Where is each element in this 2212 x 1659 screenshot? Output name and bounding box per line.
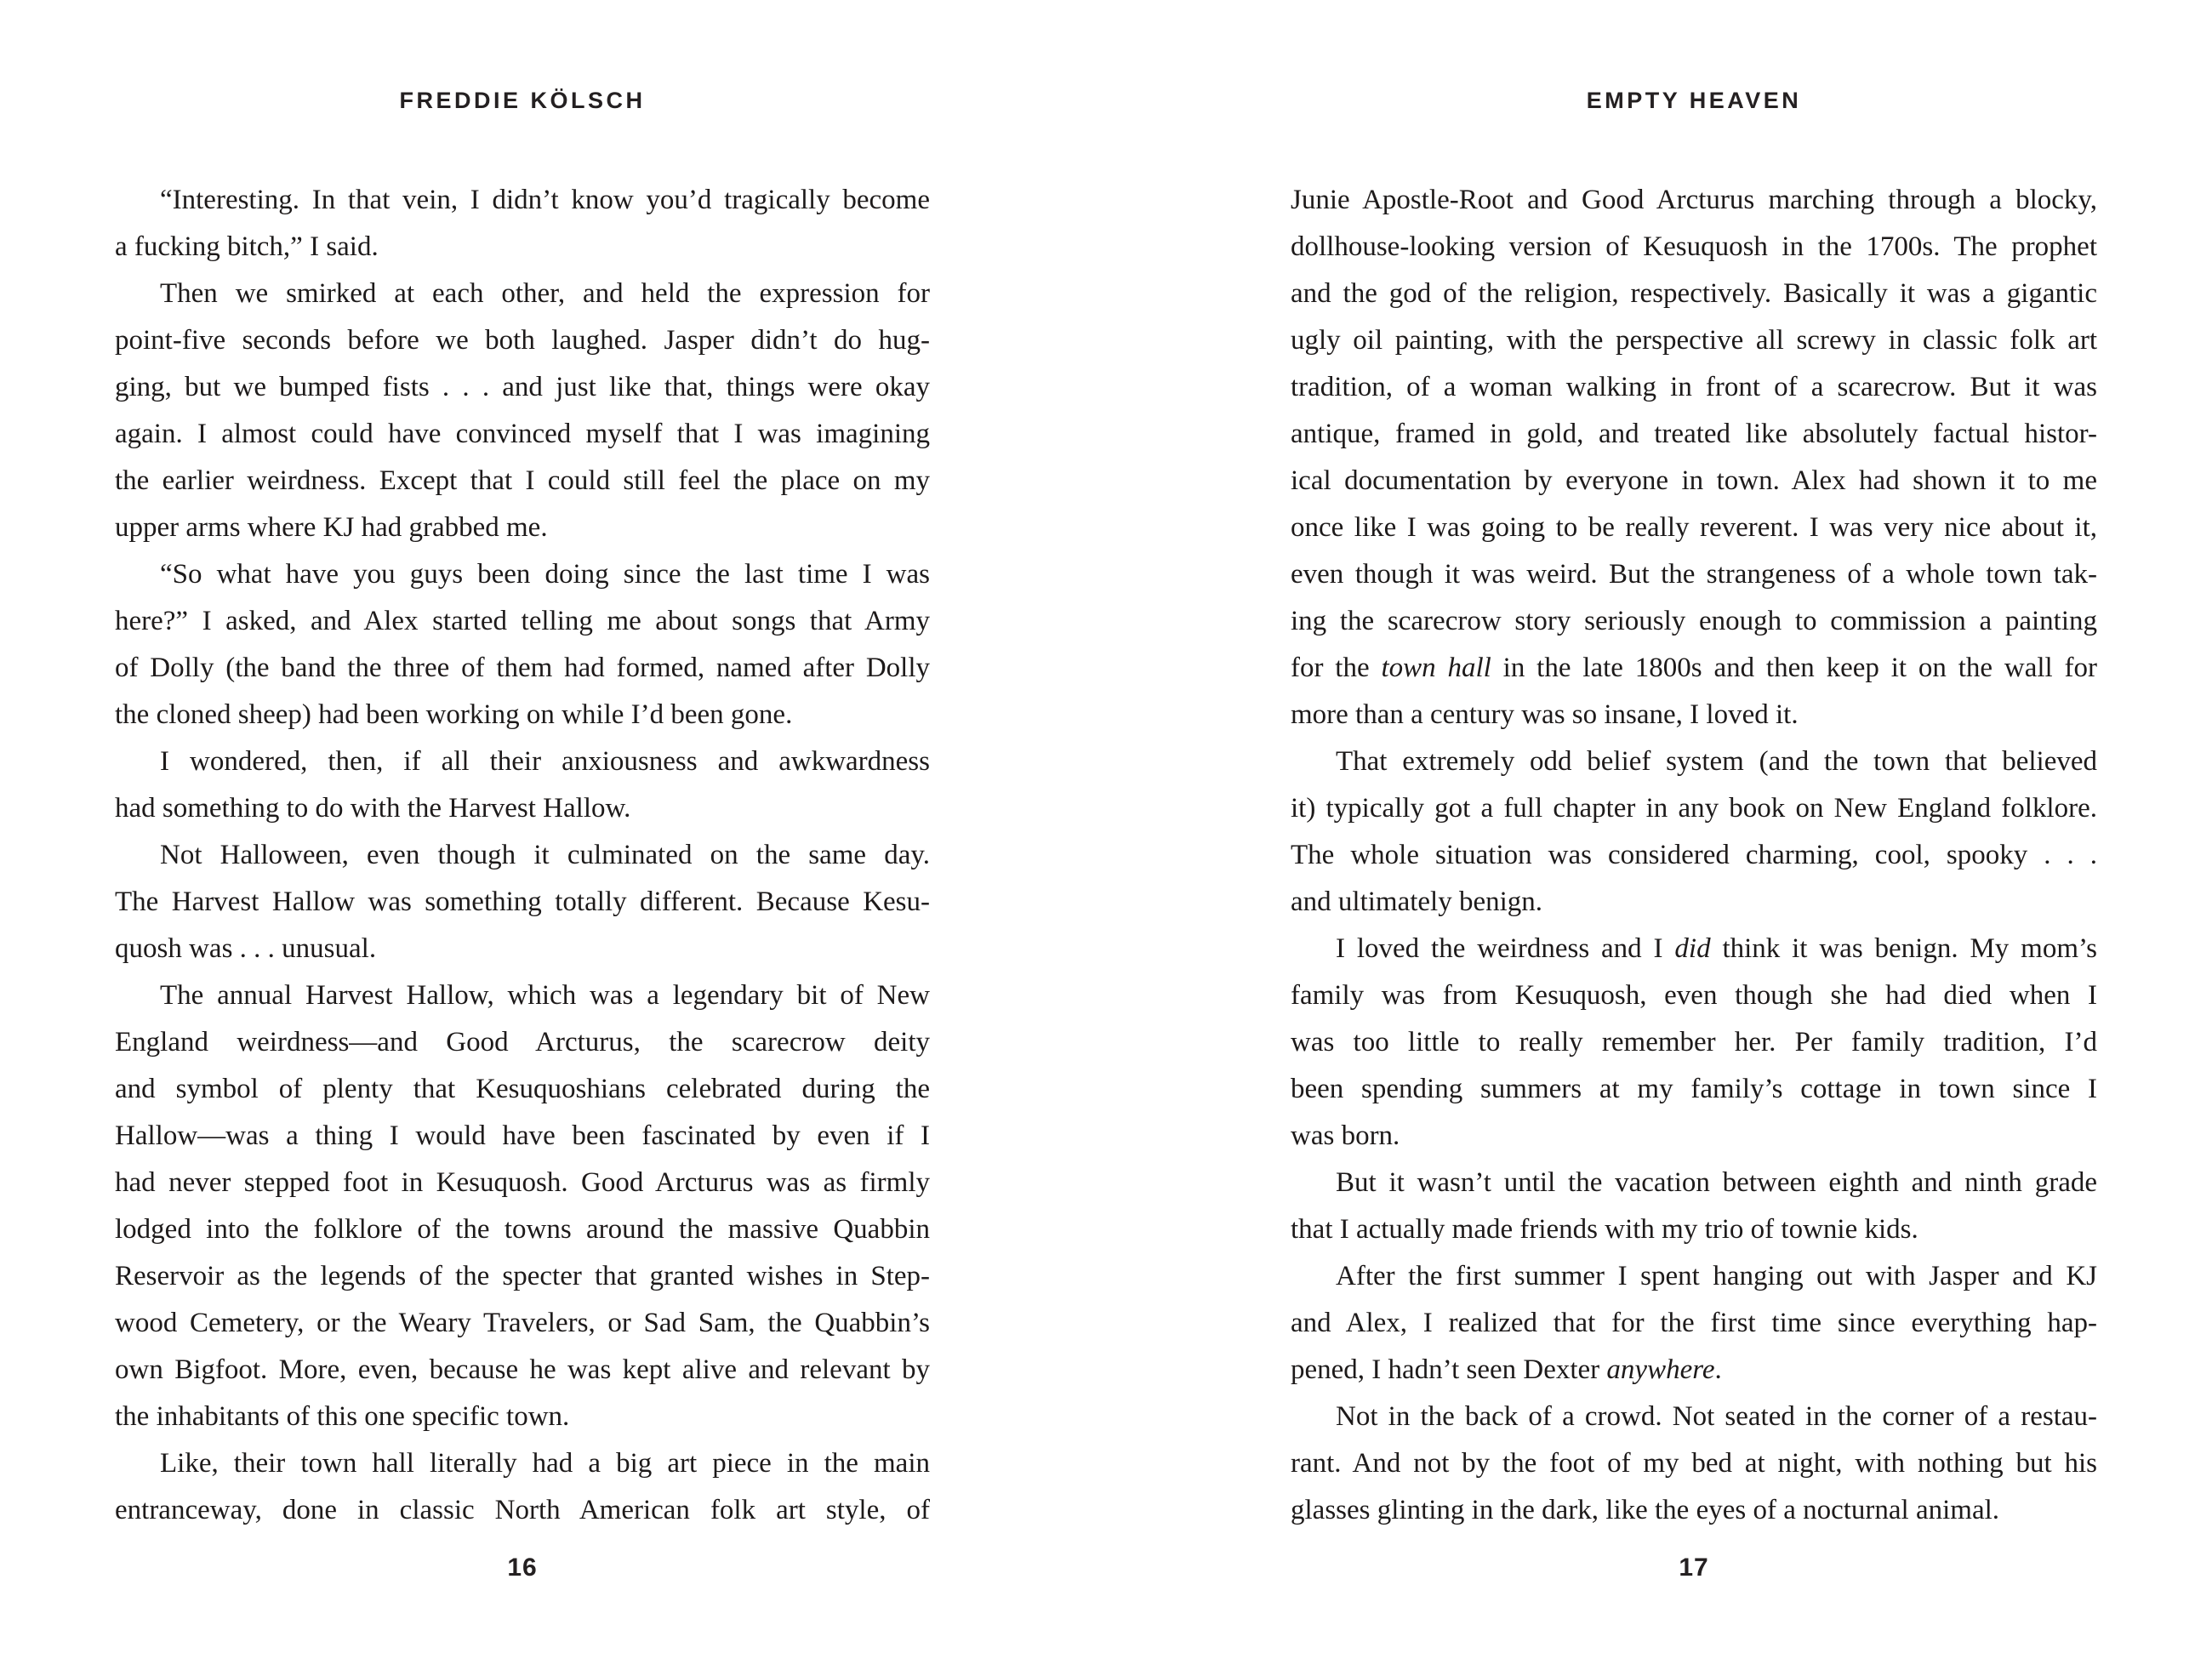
body-text: that I actually made friends with my trio of townie kids.	[1291, 1214, 1918, 1245]
body-text: ical documentation by everyone in town. Alex had shown it to me	[1291, 465, 2097, 496]
body-text: The annual Harvest Hallow, which was a legendary bit of New	[160, 980, 930, 1011]
body-line	[1291, 1300, 2097, 1347]
body-text: wood Cemetery, or the Weary Travelers, or Sad Sam, the Quabbin’s	[115, 1308, 930, 1338]
body-line	[115, 926, 930, 972]
body-line	[115, 224, 930, 271]
body-text: tradition, of a woman walking in front of a scarecrow. But it was	[1291, 372, 2097, 402]
body-line	[1291, 224, 2097, 271]
body-line	[1291, 1487, 2097, 1534]
body-text: ing the scarecrow story seriously enough to commission a painting	[1291, 606, 2097, 636]
body-line	[115, 505, 930, 551]
body-text: own Bigfoot. More, even, because he was kept alive and relevant by	[115, 1354, 930, 1385]
body-line	[1291, 411, 2097, 458]
body-line	[115, 1019, 930, 1066]
body-line	[115, 364, 930, 411]
body-text: That extremely odd belief system (and the town that believed	[1336, 746, 2097, 777]
body-line	[115, 1113, 930, 1160]
body-line	[1291, 317, 2097, 364]
body-line	[1291, 1019, 2097, 1066]
body-text: been spending summers at my family’s cottage in town since I	[1291, 1074, 2097, 1104]
body-line	[1291, 972, 2097, 1019]
body-line	[1291, 1206, 2097, 1253]
body-line	[115, 317, 930, 364]
body-text: Reservoir as the legends of the specter that granted wishes in Step-	[115, 1261, 930, 1291]
body-text: the cloned sheep) had been working on while I’d been gone.	[115, 699, 793, 730]
body-text: The Harvest Hallow was something totally different. Because Kesu-	[115, 887, 930, 917]
body-text: once like I was going to be really reverent. I was very nice about it,	[1291, 512, 2097, 543]
body-text: pened, I hadn’t seen Dexter	[1291, 1354, 1607, 1385]
body-text: ging, but we bumped fists . . . and just like that, things were okay	[115, 372, 930, 402]
body-line	[115, 551, 930, 598]
body-line	[1291, 1394, 2097, 1440]
body-line	[115, 692, 930, 738]
body-line	[115, 1066, 930, 1113]
body-text: ugly oil painting, with the perspective all screwy in classic folk art	[1291, 325, 2097, 356]
body-line	[115, 1487, 930, 1534]
body-text: had never stepped foot in Kesuquosh. Good Arcturus was as firmly	[115, 1167, 930, 1198]
body-line	[1291, 1066, 2097, 1113]
body-text: family was from Kesuquosh, even though she had died when I	[1291, 980, 2097, 1011]
body-line	[1291, 551, 2097, 598]
body-text: the earlier weirdness. Except that I could still feel the place on my	[115, 465, 930, 496]
body-line	[115, 1394, 930, 1440]
body-line	[115, 598, 930, 645]
body-line	[115, 411, 930, 458]
body-text: upper arms where KJ had grabbed me.	[115, 512, 548, 543]
body-line	[115, 1300, 930, 1347]
body-line	[115, 1440, 930, 1487]
body-line	[115, 972, 930, 1019]
body-text: a fucking bitch,” I said.	[115, 231, 379, 262]
body-text: was born.	[1291, 1120, 1400, 1151]
body-text-italic: did	[1674, 933, 1711, 964]
body-text: more than a century was so insane, I loved it.	[1291, 699, 1799, 730]
body-text: think it was benign. My mom’s	[1710, 933, 2098, 964]
body-line	[115, 1347, 930, 1394]
text-column	[1291, 177, 2097, 1534]
body-line	[115, 271, 930, 317]
body-line	[1291, 738, 2097, 785]
body-line	[1291, 1253, 2097, 1300]
body-line	[115, 645, 930, 692]
running-head-title: EMPTY HEAVEN	[1586, 88, 1802, 113]
body-line	[1291, 1347, 2097, 1394]
body-text: The whole situation was considered charming, cool, spooky . . .	[1291, 840, 2097, 870]
body-line	[1291, 926, 2097, 972]
body-line	[1291, 645, 2097, 692]
body-line	[115, 1206, 930, 1253]
body-text: in the late 1800s and then keep it on the wall for	[1491, 653, 2097, 683]
body-line	[1291, 458, 2097, 505]
body-text: After the first summer I spent hanging out with Jasper and KJ	[1336, 1261, 2097, 1291]
body-line	[1291, 832, 2097, 879]
body-text: again. I almost could have convinced myself that I was imagining	[115, 419, 930, 449]
body-text: “So what have you guys been doing since the last time I was	[160, 559, 930, 590]
body-line	[1291, 598, 2097, 645]
body-line	[115, 1253, 930, 1300]
body-text: of Dolly (the band the three of them had formed, named after Dolly	[115, 653, 930, 683]
body-line	[115, 738, 930, 785]
body-text: glasses glinting in the dark, like the eyes of a nocturnal animal.	[1291, 1495, 2000, 1525]
running-head-author: FREDDIE KÖLSCH	[399, 88, 646, 113]
body-line	[115, 1160, 930, 1206]
body-text: quosh was . . . unusual.	[115, 933, 377, 964]
body-text: it) typically got a full chapter in any book on New England folklore.	[1291, 793, 2097, 824]
body-text: was too little to really remember her. Per family tradition, I’d	[1291, 1027, 2097, 1058]
body-text: Like, their town hall literally had a big art piece in the main	[160, 1448, 930, 1479]
body-line	[1291, 1160, 2097, 1206]
body-line	[1291, 1113, 2097, 1160]
body-line	[115, 458, 930, 505]
body-line	[1291, 177, 2097, 224]
body-text: dollhouse-looking version of Kesuquosh in the 1700s. The prophet	[1291, 231, 2097, 262]
body-line	[1291, 692, 2097, 738]
body-line	[115, 832, 930, 879]
page-recto	[1106, 0, 2212, 1659]
body-line	[115, 177, 930, 224]
body-line	[1291, 879, 2097, 926]
body-line	[1291, 271, 2097, 317]
body-text: Not in the back of a crowd. Not seated in the corner of a restau-	[1336, 1401, 2097, 1432]
body-line	[115, 785, 930, 832]
body-text: even though it was weird. But the strangeness of a whole town tak-	[1291, 559, 2097, 590]
body-line	[1291, 364, 2097, 411]
body-line	[1291, 785, 2097, 832]
body-text: and Alex, I realized that for the first time since everything hap-	[1291, 1308, 2097, 1338]
body-text: the inhabitants of this one specific town.	[115, 1401, 570, 1432]
body-text: England weirdness—and Good Arcturus, the scarecrow deity	[115, 1027, 930, 1058]
text-column	[115, 177, 930, 1534]
body-text: Hallow—was a thing I would have been fascinated by even if I	[115, 1120, 930, 1151]
body-text: had something to do with the Harvest Hallow.	[115, 793, 631, 824]
body-text: entranceway, done in classic North American folk art style, of	[115, 1495, 930, 1525]
body-text-italic: town hall	[1381, 653, 1491, 683]
body-text: and ultimately benign.	[1291, 887, 1543, 917]
body-text: .	[1714, 1354, 1722, 1385]
body-text: I loved the weirdness and I	[1336, 933, 1675, 964]
body-text: and the god of the religion, respectively. Basically it was a gigantic	[1291, 278, 2097, 309]
page-number: 17	[1679, 1554, 1709, 1582]
body-line	[1291, 1440, 2097, 1487]
body-text: But it wasn’t until the vacation between eighth and ninth grade	[1336, 1167, 2097, 1198]
body-text: here?” I asked, and Alex started telling me about songs that Army	[115, 606, 930, 636]
body-text: and symbol of plenty that Kesuquoshians celebrated during the	[115, 1074, 930, 1104]
body-text: antique, framed in gold, and treated like absolutely factual histor-	[1291, 419, 2097, 449]
body-text: “Interesting. In that vein, I didn’t know you’d tragically become	[160, 185, 930, 215]
body-text: Then we smirked at each other, and held the expression for	[160, 278, 930, 309]
body-text: point-five seconds before we both laughed. Jasper didn’t do hug-	[115, 325, 930, 356]
body-line	[115, 879, 930, 926]
body-text-italic: anywhere	[1606, 1354, 1715, 1385]
body-text: lodged into the folklore of the towns around the massive Quabbin	[115, 1214, 930, 1245]
page-number: 16	[507, 1554, 538, 1582]
body-text: for the	[1291, 653, 1382, 683]
body-line	[1291, 505, 2097, 551]
body-text: I wondered, then, if all their anxiousness and awkwardness	[160, 746, 930, 777]
body-text: Junie Apostle-Root and Good Arcturus marching through a blocky,	[1291, 185, 2097, 215]
body-text: Not Halloween, even though it culminated on the same day.	[160, 840, 930, 870]
body-text: rant. And not by the foot of my bed at night, with nothing but his	[1291, 1448, 2097, 1479]
